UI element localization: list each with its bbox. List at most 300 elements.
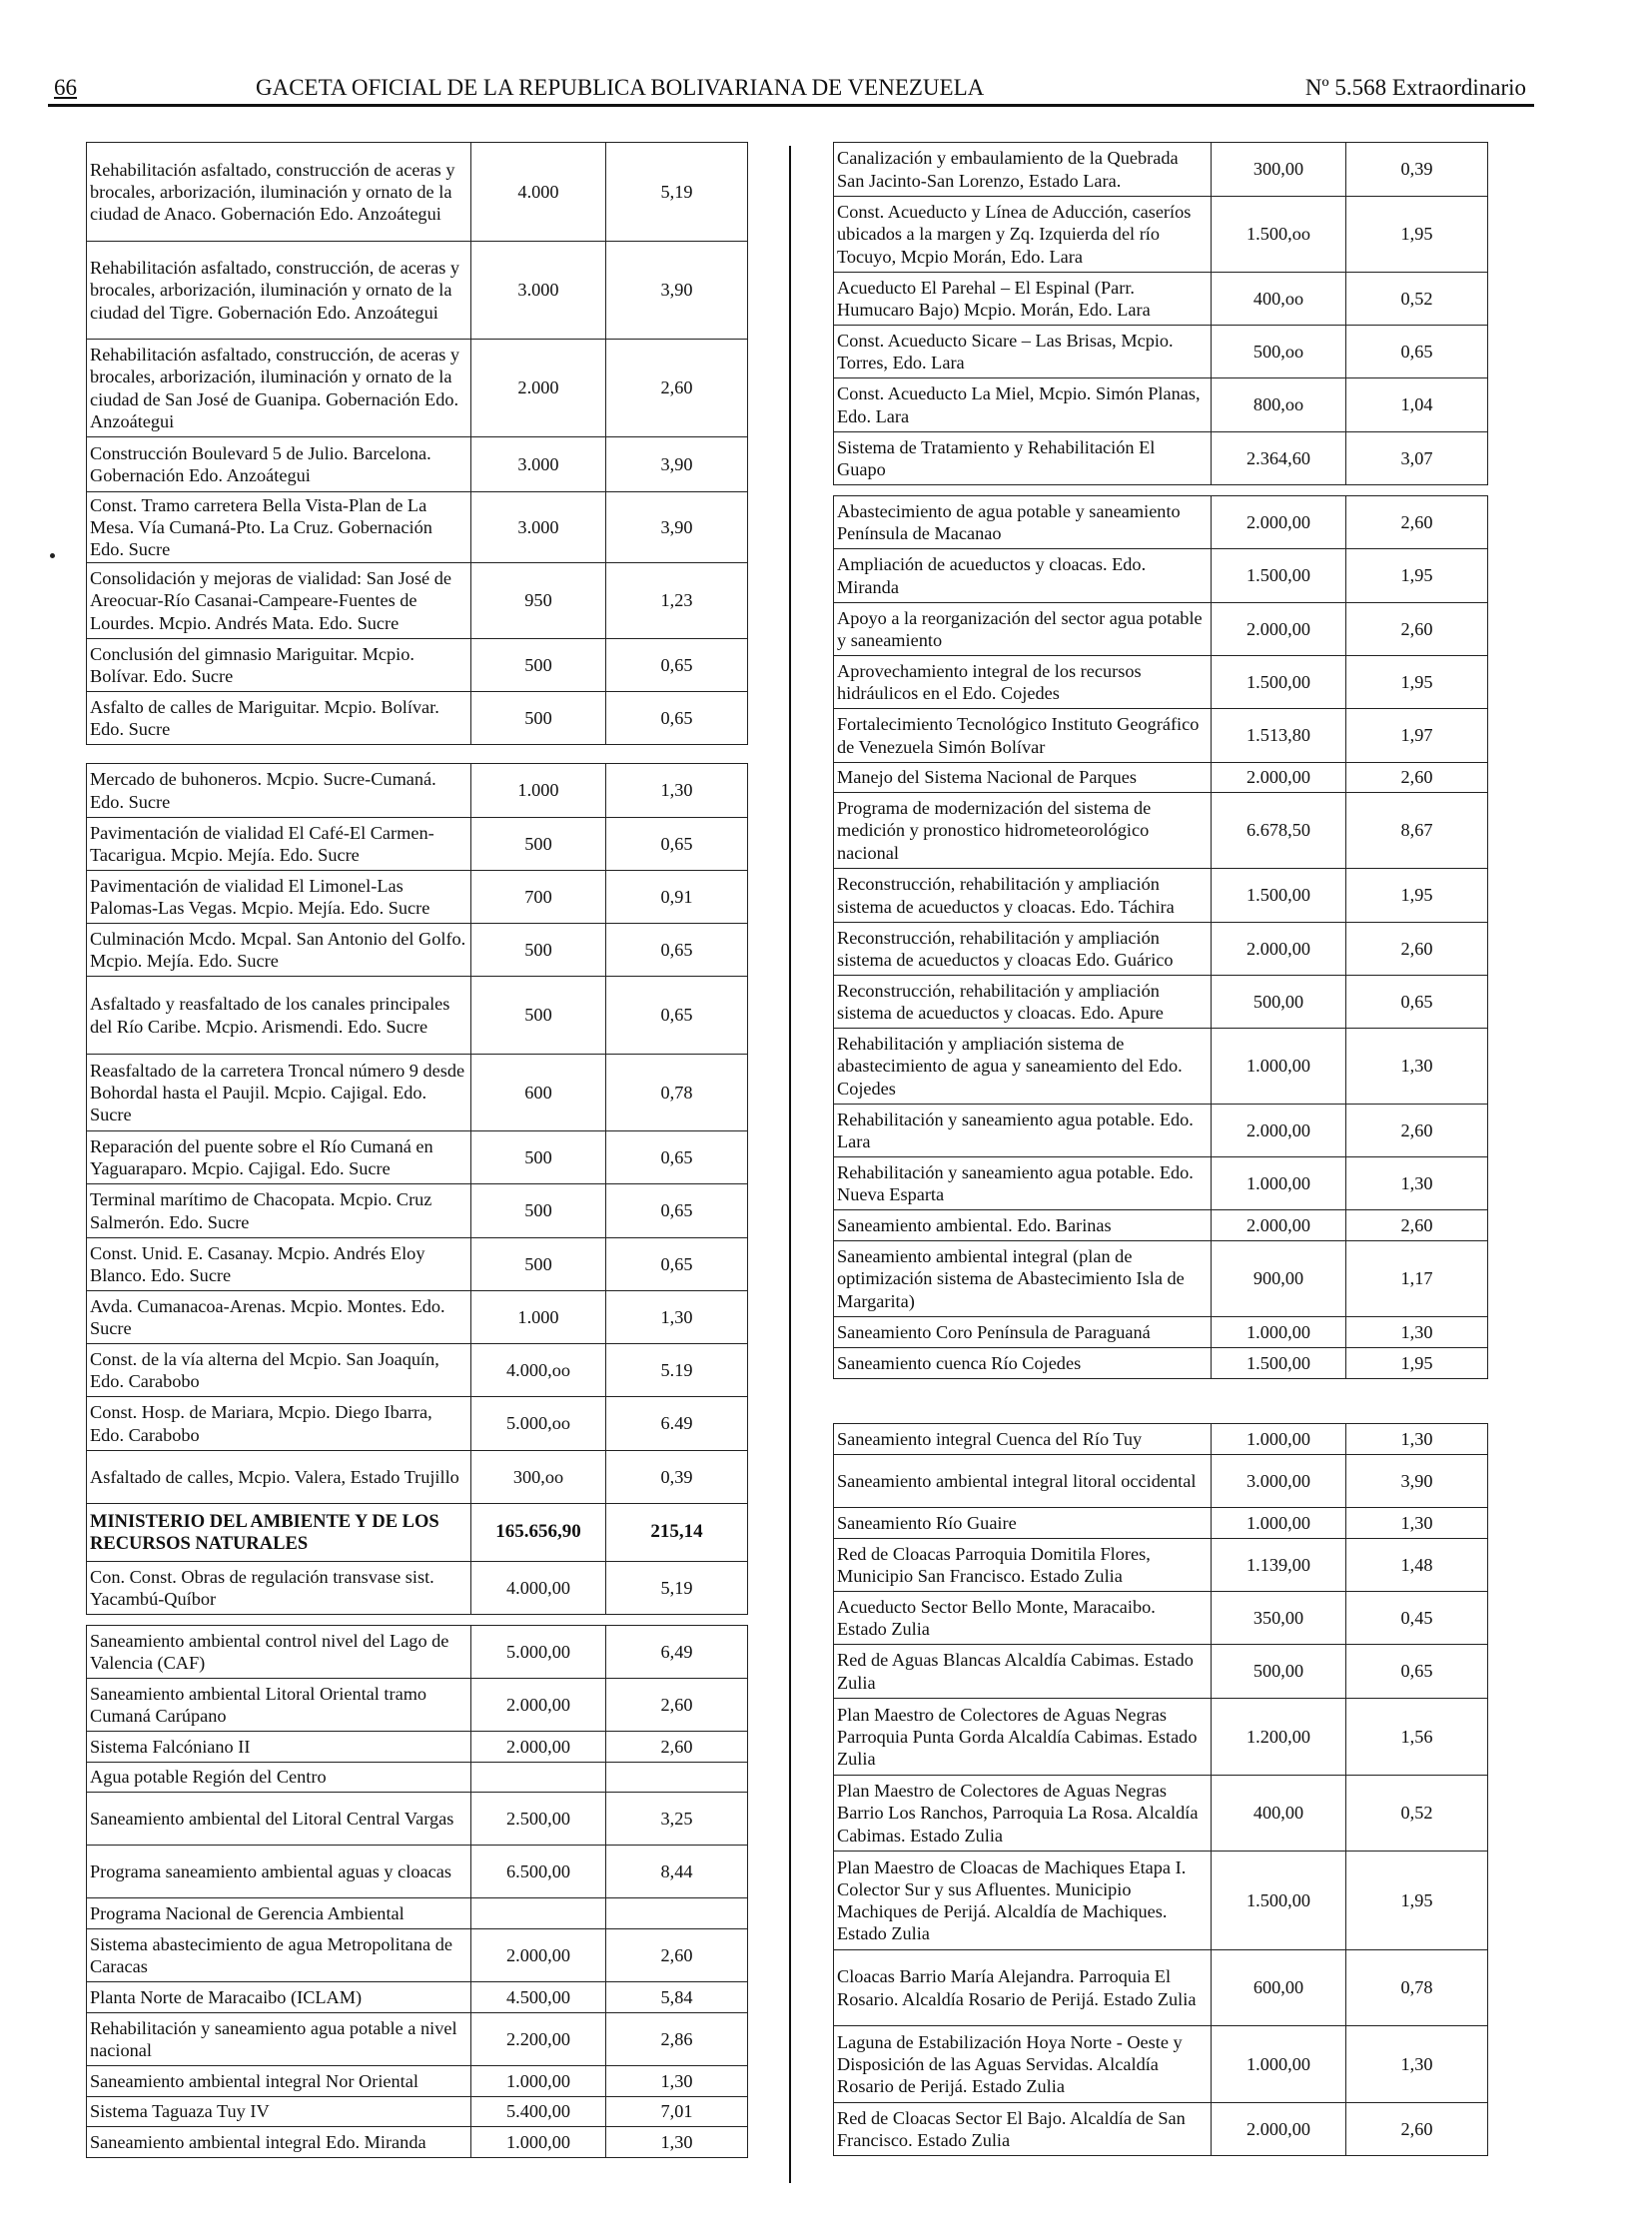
project-description: Consolidación y mejoras de vialidad: San José de Areocuar-Río Casanai-Campeare-Fuentes de Lourdes. Mcpio. Andrés Mata. Edo. Sucre (87, 563, 471, 639)
amount-cell: 1.500,00 (1212, 869, 1346, 923)
percent-cell: 8,67 (1346, 793, 1488, 869)
percent-cell (606, 1763, 748, 1793)
project-description: Rehabilitación asfaltado, construcción, de aceras y brocales, arborización, iluminación y ornato de la ciudad del Tigre. Gobernación Edo. Anzoátegui (87, 242, 471, 340)
page-header (48, 74, 1534, 107)
table-row (87, 639, 748, 692)
percent-cell: 1,30 (1346, 1424, 1488, 1455)
project-description: Avda. Cumanacoa-Arenas. Mcpio. Montes. Edo. Sucre (87, 1291, 471, 1344)
table-row (834, 549, 1488, 603)
table-row (834, 1210, 1488, 1241)
table-row (87, 1793, 748, 1846)
project-description: Programa saneamiento ambiental aguas y cloacas (87, 1846, 471, 1898)
amount-cell: 2.000,00 (1212, 923, 1346, 976)
amount-cell: 500 (471, 1131, 606, 1184)
percent-cell: 3,07 (1346, 432, 1488, 485)
table-row (834, 496, 1488, 549)
percent-cell: 1,95 (1346, 1852, 1488, 1950)
percent-cell: 0,65 (606, 818, 748, 871)
percent-cell: 2,60 (1346, 1210, 1488, 1241)
project-description: Plan Maestro de Colectores de Aguas Negras Parroquia Punta Gorda Alcaldía Cabimas. Estado Zulia (834, 1699, 1212, 1776)
amount-cell: 500,00 (1212, 976, 1346, 1029)
amount-cell: 1.000,00 (1212, 1508, 1346, 1539)
amount-cell: 2.200,00 (471, 2013, 606, 2066)
project-description: Saneamiento integral Cuenca del Río Tuy (834, 1424, 1212, 1455)
percent-cell: 0,65 (606, 1238, 748, 1291)
project-description: Rehabilitación y saneamiento agua potable a nivel nacional (87, 2013, 471, 2066)
amount-cell: 2.000,00 (1212, 1105, 1346, 1157)
table-row (834, 976, 1488, 1029)
table-row (87, 1131, 748, 1184)
percent-cell: 0,65 (1346, 976, 1488, 1029)
table-row (87, 2013, 748, 2066)
table-row (87, 1763, 748, 1793)
table-row (834, 763, 1488, 793)
amount-cell: 400,oo (1212, 273, 1346, 326)
amount-cell: 1.513,80 (1212, 709, 1346, 763)
amount-cell: 2.500,00 (471, 1793, 606, 1846)
table-row (87, 818, 748, 871)
project-description: Const. Tramo carretera Bella Vista-Plan de La Mesa. Vía Cumaná-Pto. La Cruz. Gobernación Edo. Sucre (87, 492, 471, 563)
percent-cell: 2,60 (1346, 1105, 1488, 1157)
percent-cell: 0,65 (606, 639, 748, 692)
amount-cell: 500,00 (1212, 1645, 1346, 1699)
project-description: Con. Const. Obras de regulación transvase sist. Yacambú-Quíbor (87, 1562, 471, 1615)
percent-cell: 215,14 (606, 1504, 748, 1562)
project-description: Const. Hosp. de Mariara, Mcpio. Diego Ibarra, Edo. Carabobo (87, 1397, 471, 1451)
percent-cell: 2,60 (606, 340, 748, 437)
table-row (87, 2066, 748, 2097)
table-row (87, 2097, 748, 2127)
table-row (87, 871, 748, 924)
table-row (834, 143, 1488, 197)
project-description: Const. Acueducto La Miel, Mcpio. Simón Planas, Edo. Lara (834, 378, 1212, 432)
table-row (834, 1699, 1488, 1776)
amount-cell: 800,oo (1212, 378, 1346, 432)
percent-cell: 2,60 (606, 1732, 748, 1763)
percent-cell: 0,65 (606, 1184, 748, 1238)
table-row (834, 793, 1488, 869)
table-row (834, 1317, 1488, 1348)
project-description: Conclusión del gimnasio Mariguitar. Mcpio. Bolívar. Edo. Sucre (87, 639, 471, 692)
amount-cell: 4.000,oo (471, 1344, 606, 1397)
project-description: Construcción Boulevard 5 de Julio. Barcelona. Gobernación Edo. Anzoátegui (87, 437, 471, 492)
percent-cell: 7,01 (606, 2097, 748, 2127)
table-row (834, 603, 1488, 656)
amount-cell: 1.000,00 (1212, 1029, 1346, 1105)
table-row (87, 1055, 748, 1131)
percent-cell: 1,30 (606, 2066, 748, 2097)
percent-cell: 1,30 (1346, 1317, 1488, 1348)
project-description: Pavimentación de vialidad El Limonel-Las Palomas-Las Vegas. Mcpio. Mejía. Edo. Sucre (87, 871, 471, 924)
table-row (834, 1105, 1488, 1157)
table-row (87, 492, 748, 563)
table-row (87, 1929, 748, 1982)
percent-cell: 0,65 (606, 1131, 748, 1184)
project-description: Reconstrucción, rehabilitación y ampliación sistema de acueductos y cloacas Edo. Guárico (834, 923, 1212, 976)
table-row (834, 1424, 1488, 1455)
amount-cell (471, 1898, 606, 1929)
percent-cell: 2,60 (1346, 763, 1488, 793)
percent-cell: 1,95 (1346, 197, 1488, 273)
project-description: Rehabilitación y saneamiento agua potable. Edo. Nueva Esparta (834, 1157, 1212, 1210)
amount-cell: 1.000,00 (471, 2127, 606, 2158)
amount-cell: 165.656,90 (471, 1504, 606, 1562)
percent-cell: 2,60 (1346, 496, 1488, 549)
percent-cell: 8,44 (606, 1846, 748, 1898)
percent-cell: 3,25 (606, 1793, 748, 1846)
percent-cell: 5,19 (606, 1562, 748, 1615)
table-row (87, 1732, 748, 1763)
amount-cell: 5.000,00 (471, 1626, 606, 1679)
project-description: Reconstrucción, rehabilitación y ampliación sistema de acueductos y cloacas. Edo. Táchira (834, 869, 1212, 923)
table-row (834, 2103, 1488, 2156)
amount-cell: 500 (471, 639, 606, 692)
project-description: Cloacas Barrio María Alejandra. Parroquia El Rosario. Alcaldía Rosario de Perijá. Estado Zulia (834, 1950, 1212, 2026)
amount-cell: 3.000,00 (1212, 1455, 1346, 1508)
amount-cell: 1.000,00 (1212, 2026, 1346, 2103)
budget-table (833, 142, 1488, 485)
project-description: Saneamiento Río Guaire (834, 1508, 1212, 1539)
table-row (87, 2127, 748, 2158)
percent-cell: 0,39 (606, 1451, 748, 1504)
table-block (833, 495, 1487, 1379)
amount-cell: 5.000,oo (471, 1397, 606, 1451)
percent-cell (606, 1898, 748, 1929)
percent-cell: 1,56 (1346, 1699, 1488, 1776)
project-description: Ampliación de acueductos y cloacas. Edo. Miranda (834, 549, 1212, 603)
table-row (87, 1898, 748, 1929)
project-description: Sistema de Tratamiento y Rehabilitación El Guapo (834, 432, 1212, 485)
table-row (834, 378, 1488, 432)
amount-cell: 600 (471, 1055, 606, 1131)
table-row (87, 1504, 748, 1562)
amount-cell: 2.000,00 (1212, 763, 1346, 793)
table-row (87, 1344, 748, 1397)
amount-cell: 1.500,00 (1212, 1852, 1346, 1950)
project-description: Saneamiento Coro Península de Paraguaná (834, 1317, 1212, 1348)
amount-cell: 1.500,00 (1212, 1348, 1346, 1379)
table-row (87, 977, 748, 1055)
percent-cell: 0,78 (1346, 1950, 1488, 2026)
project-description: Reconstrucción, rehabilitación y ampliación sistema de acueductos y cloacas. Edo. Apure (834, 976, 1212, 1029)
project-description: Manejo del Sistema Nacional de Parques (834, 763, 1212, 793)
table-row (87, 437, 748, 492)
percent-cell: 2,60 (1346, 2103, 1488, 2156)
project-description: Red de Cloacas Parroquia Domitila Flores, Municipio San Francisco. Estado Zulia (834, 1539, 1212, 1592)
table-row (834, 1508, 1488, 1539)
amount-cell: 2.000,00 (1212, 1210, 1346, 1241)
percent-cell: 2,60 (606, 1929, 748, 1982)
project-description: Acueducto Sector Bello Monte, Maracaibo. Estado Zulia (834, 1592, 1212, 1645)
amount-cell: 2.000,00 (471, 1679, 606, 1732)
project-description: Saneamiento ambiental integral (plan de optimización sistema de Abastecimiento Isla de Margarita) (834, 1241, 1212, 1317)
table-row (87, 1679, 748, 1732)
amount-cell: 2.000,00 (471, 1732, 606, 1763)
table-row (834, 1157, 1488, 1210)
project-description: Culminación Mcdo. Mcpal. San Antonio del Golfo. Mcpio. Mejía. Edo. Sucre (87, 924, 471, 977)
amount-cell: 1.000,00 (471, 2066, 606, 2097)
scan-speck (50, 553, 55, 558)
table-row (834, 1241, 1488, 1317)
table-block (86, 1625, 747, 2158)
percent-cell: 0,65 (606, 977, 748, 1055)
percent-cell: 1,95 (1346, 656, 1488, 709)
table-row (87, 242, 748, 340)
project-description: Saneamiento ambiental. Edo. Barinas (834, 1210, 1212, 1241)
table-row (87, 692, 748, 745)
table-row (834, 1592, 1488, 1645)
amount-cell: 900,00 (1212, 1241, 1346, 1317)
percent-cell: 5.19 (606, 1344, 748, 1397)
table-row (834, 923, 1488, 976)
percent-cell: 2,60 (1346, 923, 1488, 976)
project-description: Saneamiento ambiental control nivel del Lago de Valencia (CAF) (87, 1626, 471, 1679)
column-divider (789, 146, 791, 2183)
budget-table (833, 1423, 1488, 2156)
table-row (87, 1626, 748, 1679)
project-description: Canalización y embaulamiento de la Quebrada San Jacinto-San Lorenzo, Estado Lara. (834, 143, 1212, 197)
project-description: Agua potable Región del Centro (87, 1763, 471, 1793)
percent-cell: 1,30 (1346, 1029, 1488, 1105)
amount-cell: 3.000 (471, 437, 606, 492)
table-row (834, 1645, 1488, 1699)
table-row (87, 1238, 748, 1291)
project-description: Const. Acueducto y Línea de Aducción, caseríos ubicados a la margen y Zq. Izquierda del río Tocuyo, Mcpio Morán, Edo. Lara (834, 197, 1212, 273)
page-number: 66 (54, 75, 77, 100)
percent-cell: 2,60 (1346, 603, 1488, 656)
percent-cell: 1,48 (1346, 1539, 1488, 1592)
percent-cell: 0,65 (606, 692, 748, 745)
table-row (834, 869, 1488, 923)
amount-cell: 4.000 (471, 143, 606, 242)
table-block (86, 763, 747, 1615)
amount-cell: 2.000,00 (1212, 603, 1346, 656)
budget-table (86, 142, 748, 745)
project-description: Planta Norte de Maracaibo (ICLAM) (87, 1982, 471, 2013)
percent-cell: 3,90 (606, 242, 748, 340)
percent-cell: 0,45 (1346, 1592, 1488, 1645)
amount-cell: 6.500,00 (471, 1846, 606, 1898)
table-row (87, 563, 748, 639)
percent-cell: 6.49 (606, 1397, 748, 1451)
table-row (87, 143, 748, 242)
project-description: Plan Maestro de Cloacas de Machiques Etapa I. Colector Sur y sus Afluentes. Municipio Machiques de Perijá. Alcaldía de Machiques. Estado Zulia (834, 1852, 1212, 1950)
issue-number: Nº 5.568 Extraordinario (1304, 75, 1526, 100)
project-description: Red de Cloacas Sector El Bajo. Alcaldía de San Francisco. Estado Zulia (834, 2103, 1212, 2156)
project-description: Saneamiento ambiental del Litoral Central Vargas (87, 1793, 471, 1846)
percent-cell: 5,19 (606, 143, 748, 242)
project-description: Sistema abastecimiento de agua Metropolitana de Caracas (87, 1929, 471, 1982)
percent-cell: 1,30 (1346, 2026, 1488, 2103)
percent-cell: 0,65 (1346, 326, 1488, 378)
table-row (87, 1846, 748, 1898)
amount-cell: 1.500,00 (1212, 656, 1346, 709)
table-row (87, 1982, 748, 2013)
project-description: Saneamiento ambiental integral Edo. Miranda (87, 2127, 471, 2158)
percent-cell: 6,49 (606, 1626, 748, 1679)
percent-cell: 1,23 (606, 563, 748, 639)
percent-cell: 1,97 (1346, 709, 1488, 763)
amount-cell: 3.000 (471, 242, 606, 340)
table-row (834, 197, 1488, 273)
table-row (87, 1451, 748, 1504)
project-description: Rehabilitación asfaltado, construcción de aceras y brocales, arborización, iluminación y ornato de la ciudad de Anaco. Gobernación Edo. Anzoátegui (87, 143, 471, 242)
amount-cell: 1.000 (471, 764, 606, 818)
project-description: Saneamiento ambiental Litoral Oriental tramo Cumaná Carúpano (87, 1679, 471, 1732)
amount-cell: 700 (471, 871, 606, 924)
percent-cell: 3,90 (606, 437, 748, 492)
table-row (834, 1348, 1488, 1379)
table-row (87, 1184, 748, 1238)
amount-cell: 300,00 (1212, 143, 1346, 197)
table-row (834, 273, 1488, 326)
table-row (834, 1029, 1488, 1105)
table-block (833, 142, 1487, 485)
percent-cell: 1,04 (1346, 378, 1488, 432)
project-description: Saneamiento ambiental integral litoral occidental (834, 1455, 1212, 1508)
percent-cell: 1,30 (1346, 1157, 1488, 1210)
project-description: Asfaltado de calles, Mcpio. Valera, Estado Trujillo (87, 1451, 471, 1504)
project-description: Const. de la vía alterna del Mcpio. San Joaquín, Edo. Carabobo (87, 1344, 471, 1397)
amount-cell: 2.364,60 (1212, 432, 1346, 485)
table-row (87, 1562, 748, 1615)
percent-cell: 0,65 (606, 924, 748, 977)
amount-cell: 1.500,00 (1212, 549, 1346, 603)
table-row (834, 709, 1488, 763)
table-row (834, 1776, 1488, 1852)
amount-cell: 1.000,00 (1212, 1317, 1346, 1348)
amount-cell: 2.000,00 (471, 1929, 606, 1982)
amount-cell: 400,00 (1212, 1776, 1346, 1852)
percent-cell: 1,30 (606, 764, 748, 818)
project-description: MINISTERIO DEL AMBIENTE Y DE LOS RECURSOS NATURALES (87, 1504, 471, 1562)
amount-cell: 500 (471, 692, 606, 745)
project-description: Asfaltado y reasfaltado de los canales principales del Río Caribe. Mcpio. Arismendi. Edo. Sucre (87, 977, 471, 1055)
amount-cell: 600,00 (1212, 1950, 1346, 2026)
budget-table (86, 1625, 748, 2158)
amount-cell: 1.000,00 (1212, 1424, 1346, 1455)
table-row (834, 1950, 1488, 2026)
percent-cell: 0,65 (1346, 1645, 1488, 1699)
amount-cell: 500 (471, 924, 606, 977)
project-description: Red de Aguas Blancas Alcaldía Cabimas. Estado Zulia (834, 1645, 1212, 1699)
percent-cell: 2,86 (606, 2013, 748, 2066)
percent-cell: 5,84 (606, 1982, 748, 2013)
table-row (834, 432, 1488, 485)
project-description: Saneamiento ambiental integral Nor Oriental (87, 2066, 471, 2097)
amount-cell: 2.000 (471, 340, 606, 437)
table-row (87, 1291, 748, 1344)
amount-cell: 5.400,00 (471, 2097, 606, 2127)
percent-cell: 3,90 (1346, 1455, 1488, 1508)
amount-cell: 500 (471, 1238, 606, 1291)
project-description: Rehabilitación y saneamiento agua potable. Edo. Lara (834, 1105, 1212, 1157)
table-row (87, 340, 748, 437)
amount-cell: 950 (471, 563, 606, 639)
amount-cell: 4.500,00 (471, 1982, 606, 2013)
project-description: Programa Nacional de Gerencia Ambiental (87, 1898, 471, 1929)
project-description: Reparación del puente sobre el Río Cumaná en Yaguaraparo. Mcpio. Cajigal. Edo. Sucre (87, 1131, 471, 1184)
project-description: Abastecimiento de agua potable y saneamiento Península de Macanao (834, 496, 1212, 549)
project-description: Mercado de buhoneros. Mcpio. Sucre-Cumaná. Edo. Sucre (87, 764, 471, 818)
amount-cell: 1.200,00 (1212, 1699, 1346, 1776)
table-row (834, 1852, 1488, 1950)
project-description: Acueducto El Parehal – El Espinal (Parr. Humucaro Bajo) Mcpio. Morán, Edo. Lara (834, 273, 1212, 326)
amount-cell: 500 (471, 977, 606, 1055)
amount-cell: 2.000,00 (1212, 496, 1346, 549)
table-row (87, 924, 748, 977)
table-row (87, 764, 748, 818)
percent-cell: 0,91 (606, 871, 748, 924)
project-description: Sistema Taguaza Tuy IV (87, 2097, 471, 2127)
table-row (834, 656, 1488, 709)
left-column (86, 142, 747, 2158)
amount-cell: 500,oo (1212, 326, 1346, 378)
amount-cell: 1.500,oo (1212, 197, 1346, 273)
percent-cell: 2,60 (606, 1679, 748, 1732)
project-description: Apoyo a la reorganización del sector agua potable y saneamiento (834, 603, 1212, 656)
percent-cell: 3,90 (606, 492, 748, 563)
amount-cell: 300,oo (471, 1451, 606, 1504)
percent-cell: 1,95 (1346, 869, 1488, 923)
project-description: Reasfaltado de la carretera Troncal número 9 desde Bohordal hasta el Paujil. Mcpio. Cajigal. Edo. Sucre (87, 1055, 471, 1131)
amount-cell: 350,00 (1212, 1592, 1346, 1645)
percent-cell: 1,30 (1346, 1508, 1488, 1539)
amount-cell: 500 (471, 818, 606, 871)
project-description: Terminal marítimo de Chacopata. Mcpio. Cruz Salmerón. Edo. Sucre (87, 1184, 471, 1238)
percent-cell: 1,30 (606, 2127, 748, 2158)
project-description: Saneamiento cuenca Río Cojedes (834, 1348, 1212, 1379)
project-description: Const. Unid. E. Casanay. Mcpio. Andrés Eloy Blanco. Edo. Sucre (87, 1238, 471, 1291)
amount-cell: 3.000 (471, 492, 606, 563)
amount-cell: 500 (471, 1184, 606, 1238)
amount-cell: 6.678,50 (1212, 793, 1346, 869)
percent-cell: 1,30 (606, 1291, 748, 1344)
table-block (86, 142, 747, 745)
percent-cell: 1,95 (1346, 1348, 1488, 1379)
table-block (833, 1423, 1487, 2156)
amount-cell: 1.000 (471, 1291, 606, 1344)
table-row (87, 1397, 748, 1451)
project-description: Pavimentación de vialidad El Café-El Carmen-Tacarigua. Mcpio. Mejía. Edo. Sucre (87, 818, 471, 871)
project-description: Rehabilitación asfaltado, construcción, de aceras y brocales, arborización, iluminación y ornato de la ciudad de San José de Guanipa. Gobernación Edo. Anzoátegui (87, 340, 471, 437)
percent-cell: 0,78 (606, 1055, 748, 1131)
budget-table (833, 495, 1488, 1379)
project-description: Programa de modernización del sistema de medición y pronostico hidrometeorológico nacional (834, 793, 1212, 869)
right-column (833, 142, 1487, 2156)
project-description: Sistema Falcóniano II (87, 1732, 471, 1763)
amount-cell: 1.000,00 (1212, 1157, 1346, 1210)
gazette-title: GACETA OFICIAL DE LA REPUBLICA BOLIVARIANA DE VENEZUELA (256, 75, 985, 100)
percent-cell: 0,39 (1346, 143, 1488, 197)
project-description: Fortalecimiento Tecnológico Instituto Geográfico de Venezuela Simón Bolívar (834, 709, 1212, 763)
table-row (834, 1539, 1488, 1592)
amount-cell: 1.139,00 (1212, 1539, 1346, 1592)
project-description: Aprovechamiento integral de los recursos hidráulicos en el Edo. Cojedes (834, 656, 1212, 709)
percent-cell: 1,95 (1346, 549, 1488, 603)
table-row (834, 326, 1488, 378)
amount-cell: 4.000,00 (471, 1562, 606, 1615)
budget-table (86, 763, 748, 1615)
percent-cell: 1,17 (1346, 1241, 1488, 1317)
project-description: Const. Acueducto Sicare – Las Brisas, Mcpio. Torres, Edo. Lara (834, 326, 1212, 378)
percent-cell: 0,52 (1346, 273, 1488, 326)
percent-cell: 0,52 (1346, 1776, 1488, 1852)
project-description: Asfalto de calles de Mariguitar. Mcpio. Bolívar. Edo. Sucre (87, 692, 471, 745)
table-row (834, 2026, 1488, 2103)
table-row (834, 1455, 1488, 1508)
project-description: Rehabilitación y ampliación sistema de abastecimiento de agua y saneamiento del Edo. Cojedes (834, 1029, 1212, 1105)
